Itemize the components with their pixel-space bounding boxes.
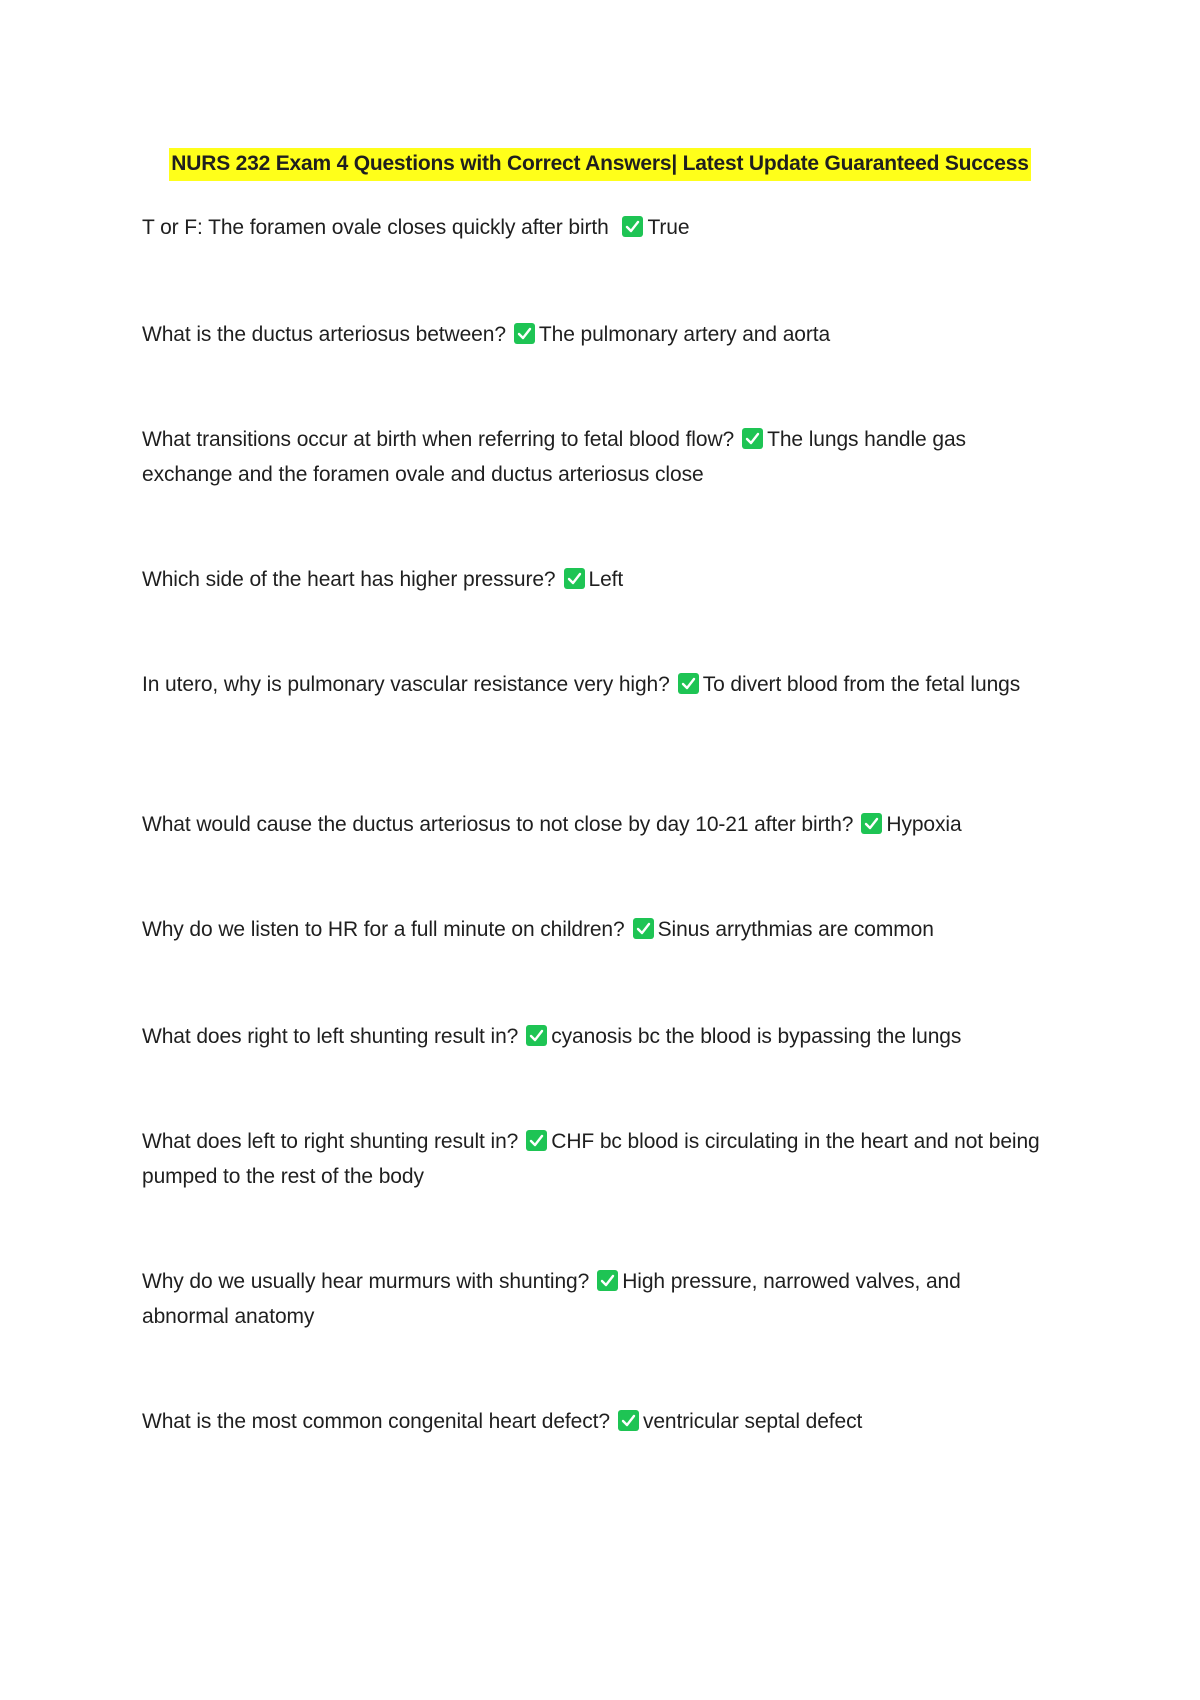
answer-text: True: [647, 216, 690, 239]
check-mark-icon: [678, 673, 699, 694]
qa-item: [142, 422, 1042, 492]
document-title-text: NURS 232 Exam 4 Questions with Correct Answers| Latest Update Guaranteed Success: [169, 148, 1030, 181]
answer-text: Left: [588, 568, 624, 591]
qa-item: [142, 1264, 1042, 1334]
question-text: What does left to right shunting result in?: [142, 1130, 519, 1153]
question-text: What is the ductus arteriosus between?: [142, 323, 506, 346]
question-text: What does right to left shunting result in?: [142, 1025, 519, 1048]
answer-text: cyanosis bc the blood is bypassing the lungs: [551, 1025, 962, 1048]
check-mark-icon: [514, 323, 535, 344]
check-mark-icon: [861, 813, 882, 834]
question-text: Why do we usually hear murmurs with shunting?: [142, 1270, 590, 1293]
qa-item: [142, 807, 1042, 842]
check-mark-icon: [618, 1410, 639, 1431]
answer-text: The lungs handle gas exchange and the foramen ovale and ductus arteriosus close: [142, 428, 966, 486]
qa-item: [142, 1404, 1042, 1439]
question-text: Which side of the heart has higher pressure?: [142, 568, 556, 591]
qa-item: [142, 317, 1042, 352]
qa-item: [142, 1019, 1042, 1054]
answer-text: To divert blood from the fetal lungs: [702, 673, 1021, 696]
answer-text: Sinus arrythmias are common: [657, 918, 934, 941]
qa-item: [142, 1124, 1042, 1194]
question-text: In utero, why is pulmonary vascular resistance very high?: [142, 673, 670, 696]
question-text: What is the most common congenital heart defect?: [142, 1410, 610, 1433]
check-mark-icon: [633, 918, 654, 939]
question-text: What would cause the ductus arteriosus to not close by day 10-21 after birth?: [142, 813, 854, 836]
answer-text: Hypoxia: [886, 813, 962, 836]
question-text: T or F: The foramen ovale closes quickly after birth: [142, 216, 615, 239]
question-text: What transitions occur at birth when referring to fetal blood flow?: [142, 428, 735, 451]
qa-item: [142, 562, 1042, 597]
check-mark-icon: [526, 1025, 547, 1046]
qa-item: [142, 667, 1042, 702]
answer-text: High pressure, narrowed valves, and abnormal anatomy: [142, 1270, 961, 1328]
answer-text: The pulmonary artery and aorta: [538, 323, 831, 346]
qa-item: [142, 912, 1042, 947]
check-mark-icon: [526, 1130, 547, 1151]
answer-text: ventricular septal defect: [642, 1410, 863, 1433]
check-mark-icon: [742, 428, 763, 449]
check-mark-icon: [564, 568, 585, 589]
check-mark-icon: [597, 1270, 618, 1291]
document-title: [0, 152, 1200, 176]
question-text: Why do we listen to HR for a full minute on children?: [142, 918, 625, 941]
qa-item: [142, 210, 1042, 245]
check-mark-icon: [622, 216, 643, 237]
answer-text: CHF bc blood is circulating in the heart and not being pumped to the rest of the body: [142, 1130, 1040, 1188]
